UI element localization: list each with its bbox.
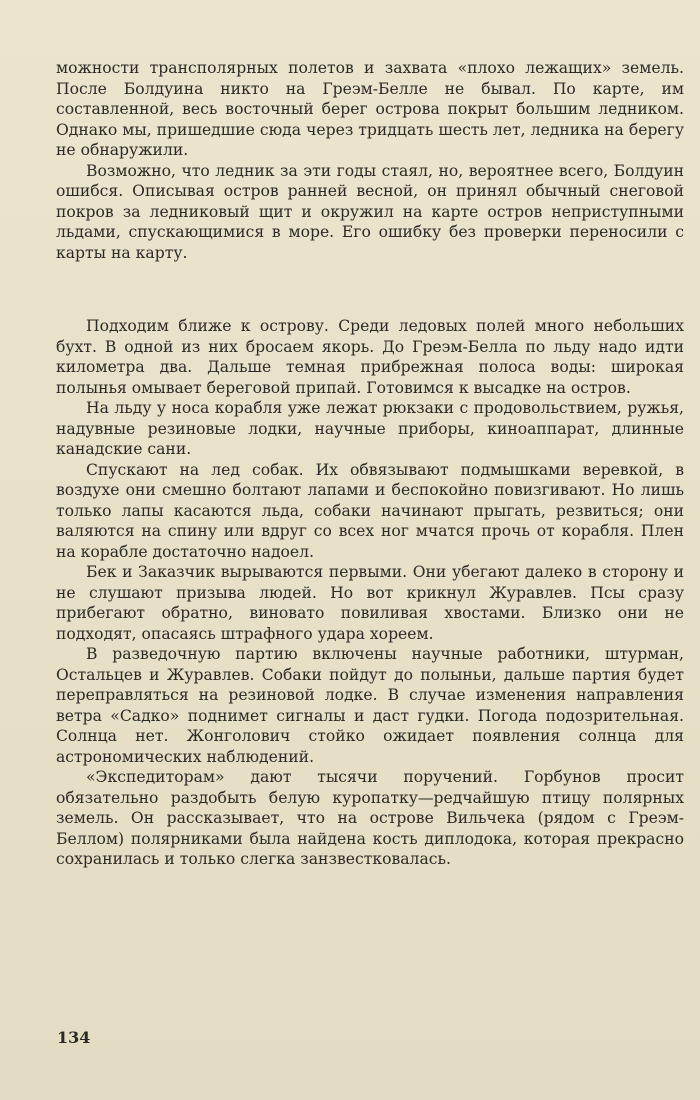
paragraph: «Экспедиторам» дают тысячи поручений. Горбунов просит обязательно раздобыть белую куропатку—редчайшую птицу полярных земель. Он рассказывает, что на острове Вильчека (рядом с Греэм-Беллом) полярниками была найдена кость диплодока, которая прекрасно сохранилась и только слегка занзвестковалась. [56,768,684,868]
text-block-bottom [56,316,684,870]
paragraph: Возможно, что ледник за эти годы стаял, но, вероятнее всего, Болдуин ошибся. Описывая остров ранней весной, он принял обычный снеговой покров за ледниковый щит и окружил на карте остров неприступными льдами, спускающимися в море. Его ошибку без проверки переносили с карты на карту. [56,161,684,262]
paragraph: Спускают на лед собак. Их обвязывают подмышками веревкой, в воздухе они смешно болтают лапами и беспокойно повизгивают. Но лишь только лапы касаются льда, собаки начинают прыгать, резвиться; они валяются на спину или вдруг со всех ног мчатся прочь от корабля. Плен на корабле достаточно надоел. [56,460,684,561]
paragraph: На льду у носа корабля уже лежат рюкзаки с продовольствием, ружья, надувные резиновые лодки, научные приборы, киноаппарат, длинные канадские сани. [56,399,684,458]
text-block-top [56,58,684,263]
paragraph: можности трансполярных полетов и захвата «плохо лежащих» земель. После Болдуина никто на Греэм-Белле не бывал. По карте, им составленной, весь восточный берег острова покрыт большим ледником. Однако мы, пришедшие сюда через тридцать шесть лет, ледника на берегу не обнаружили. [56,59,684,159]
paragraph: Подходим ближе к острову. Среди ледовых полей много небольших бухт. В одной из них бросаем якорь. До Греэм-Белла по льду надо идти километра два. Дальше темная прибрежная полоса воды: широкая полынья омывает береговой припай. Готовимся к высадке на остров. [56,317,684,397]
paragraph: В разведочную партию включены научные работники, штурман, Остальцев и Журавлев. Собаки пойдут до полыньи, дальше партия будет переправляться на резиновой лодке. В случае изменения направления ветра «Садко» поднимет сигналы и даст гудки. Погода подозрительная. Солнца нет. Жонголович стойко ожидает появления солнца для астрономических наблюдений. [56,645,684,766]
paragraph: Бек и Заказчик вырываются первыми. Они убегают далеко в сторону и не слушают призыва людей. Но вот крикнул Журавлев. Псы сразу прибегают обратно, виновато повиливая хвостами. Близко они не подходят, опасаясь штрафного удара хореем. [56,563,684,643]
page-number: 134 [57,1028,91,1047]
